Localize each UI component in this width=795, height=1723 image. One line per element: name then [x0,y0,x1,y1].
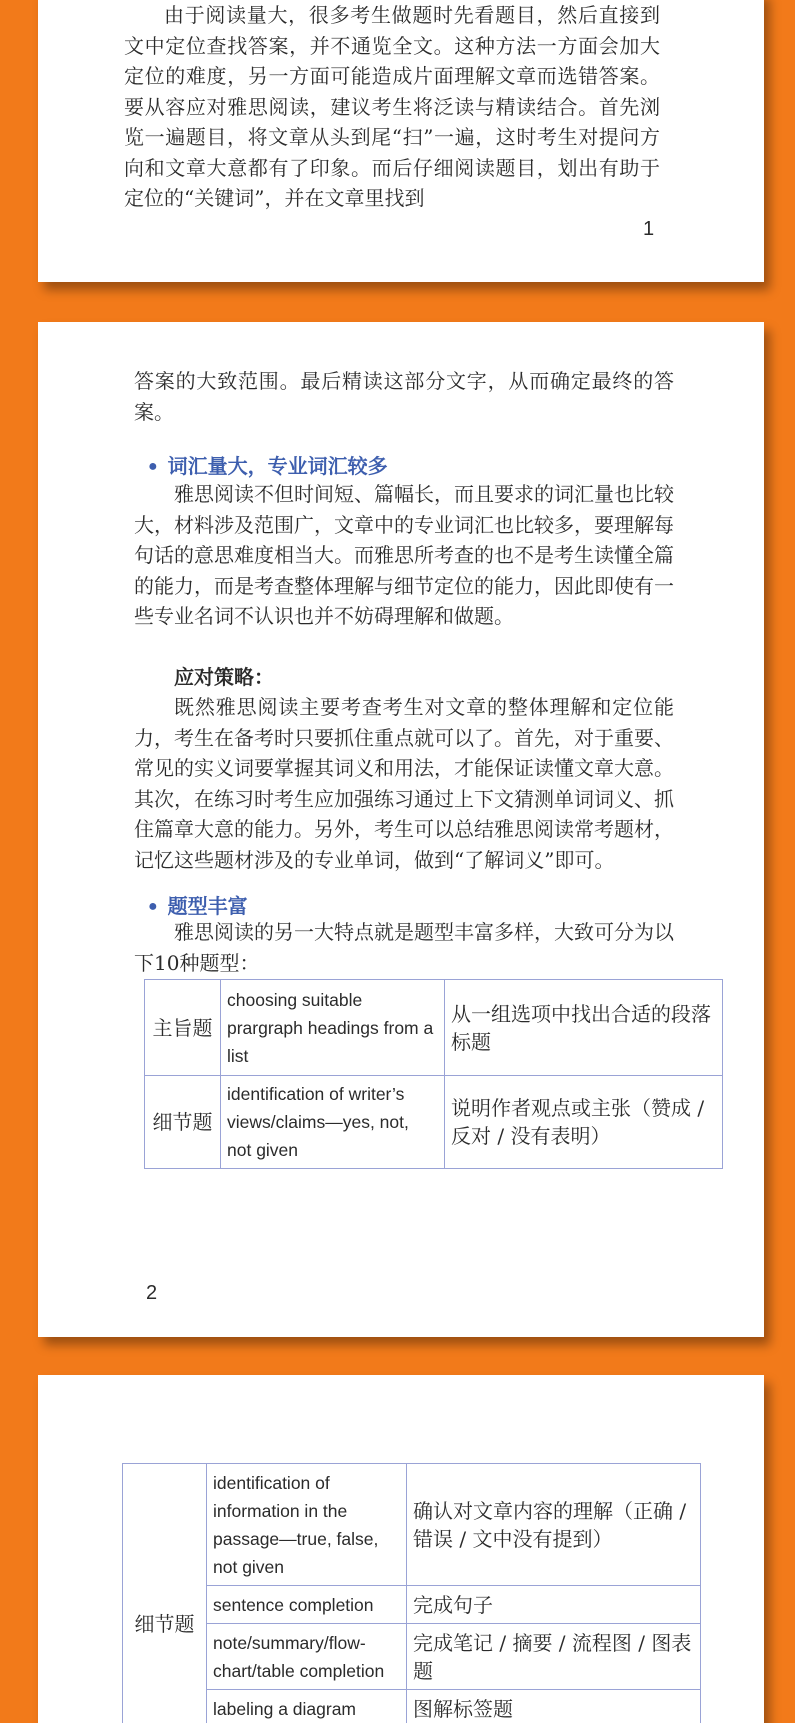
chinese-cell: 完成笔记 / 摘要 / 流程图 / 图表题 [407,1624,701,1690]
book-page-2 [38,322,764,1337]
page-number: 2 [146,1282,158,1304]
chinese-cell: 说明作者观点或主张（赞成 / 反对 / 没有表明） [445,1076,723,1169]
bullet-icon: ● [148,458,158,475]
category-cell: 细节题 [123,1464,207,1723]
table-row [123,1464,701,1586]
continuation-paragraph: 答案的大致范围。最后精读这部分文字，从而确定最终的答案。 [134,369,674,424]
body-paragraph: 由于阅读量大，很多考生做题时先看题目，然后直接到文中定位查找答案，并不通览全文。这种方法一方面会加大定位的难度，另一方面可能造成片面理解文章而选错答案。要从容应对雅思阅读，建议考生将泛读与精读结合。首先浏览一遍题目，将文章从头到尾“扫”一遍，这时考生对提问方向和文章大意都有了印象。而后仔细阅读题目，划出有助于定位的“关键词”，并在文章里找到 [124,3,660,210]
chinese-cell: 确认对文章内容的理解（正确 / 错误 / 文中没有提到） [407,1464,701,1586]
chinese-cell: 图解标签题 [407,1690,701,1723]
section-heading-question-types [148,890,248,919]
english-cell: sentence completion [207,1586,407,1624]
table-row [123,1586,701,1624]
strategy-label: 应对策略： [174,665,274,689]
heading-text: 词汇量大，专业词汇较多 [167,456,388,478]
table-row [123,1690,701,1723]
page-number: 1 [643,218,655,240]
question-types-table-continued [122,1463,701,1723]
heading-text: 题型丰富 [167,896,248,918]
category-cell: 细节题 [145,1076,221,1169]
table-row [123,1624,701,1690]
chinese-cell: 完成句子 [407,1586,701,1624]
table-row [145,980,723,1076]
vocabulary-paragraph: 雅思阅读不但时间短、篇幅长，而且要求的词汇量也比较大，材料涉及范围广，文章中的专业词汇也比较多，要理解每句话的意思难度相当大。而雅思所考查的也不是考生读懂全篇的能力，而是考查整体理解与细节定位的能力，因此即使有一些专业名词不认识也并不妨碍理解和做题。 [134,482,674,628]
bullet-icon: ● [148,898,158,915]
english-cell: identification of information in the passage—true, false, not given [207,1464,407,1586]
category-cell: 主旨题 [145,980,221,1076]
section-heading-vocabulary [148,450,388,479]
english-cell: choosing suitable prargraph headings from a list [221,980,445,1076]
english-cell: identification of writer’s views/claims—yes, not, not given [221,1076,445,1169]
question-types-table [144,979,723,1169]
book-page-3 [38,1375,764,1723]
english-cell: note/summary/flow-chart/table completion [207,1624,407,1690]
strategy-paragraph: 既然雅思阅读主要考查考生对文章的整体理解和定位能力，考生在备考时只要抓住重点就可以了。首先，对于重要、常见的实义词要掌握其词义和用法，才能保证读懂文章大意。其次，在练习时考生应加强练习通过上下文猜测单词词义、抓住篇章大意的能力。另外，考生可以总结雅思阅读常考题材，记忆这些题材涉及的专业单词，做到“了解词义”即可。 [134,695,674,872]
question-types-paragraph: 雅思阅读的另一大特点就是题型丰富多样，大致可分为以下10种题型： [134,920,674,975]
book-page-1 [38,0,764,282]
table-row [145,1076,723,1169]
chinese-cell: 从一组选项中找出合适的段落标题 [445,980,723,1076]
english-cell: labeling a diagram [207,1690,407,1723]
